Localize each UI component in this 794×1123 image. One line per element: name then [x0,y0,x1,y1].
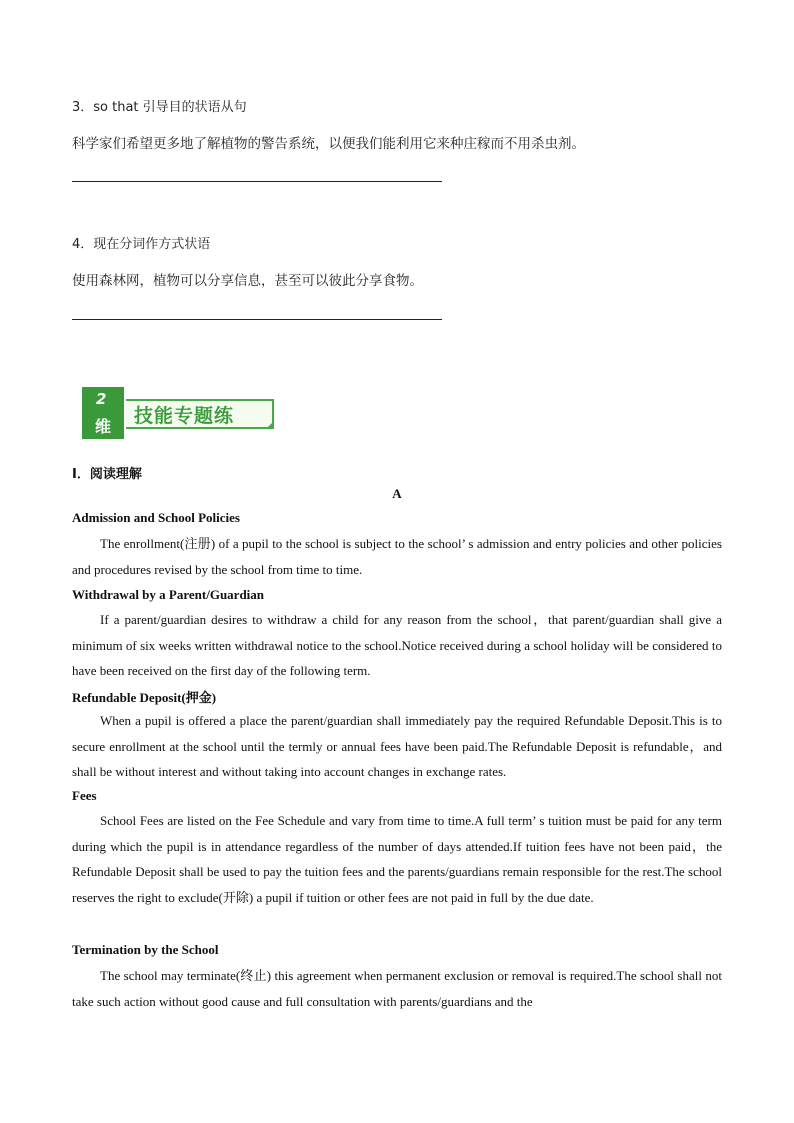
paragraph-fees: School Fees are listed on the Fee Schedule and vary from time to time.A full term’ s tuition must be paid for any term during which the pupil is in attendance regardless of the number of days attended.If tuition fees have not been paid，the Refundable Deposit shall be used to pay the tuition fees and the parents/guardians remain responsible for the rest.The school reserves the right to exclude(开除) a pupil if tuition or other fees are not paid in full by the due date. [72,813,722,905]
heading-termination: Termination by the School [72,942,219,957]
badge-char: 维 [95,417,112,436]
heading-admission: Admission and School Policies [72,510,240,525]
exercise-4-title: 4．现在分词作方式状语 [72,237,211,252]
section-badge [82,387,276,439]
paragraph-withdrawal: If a parent/guardian desires to withdraw a child for any reason from the school，that parent/guardian shall give a minimum of six weeks written withdrawal notice to the school.Notice received during a school holiday will be considered to have been received on the first day of the following term. [72,612,722,678]
badge-label: 技能专题练 [134,405,235,427]
exercise-4-answer-line [72,319,442,320]
passage-letter: A [392,486,402,501]
exercise-3-title: 3．so that 引导目的状语从句 [72,100,247,115]
section-title: I．阅读理解 [72,467,142,482]
heading-fees: Fees [72,788,97,803]
paragraph-deposit: When a pupil is offered a place the parent/guardian shall immediately pay the required Refundable Deposit.This is to secure enrollment at the school until the termly or annual fees have been paid.The Refundable Deposit is refundable，and shall be without interest and without taking into account changes in exchange rates. [72,713,722,779]
paragraph-termination: The school may terminate(终止) this agreement when permanent exclusion or removal is required.The school shall not take such action without good cause and full consultation with parents/guardians and the [72,968,722,1009]
badge-number-block [82,387,124,439]
exercise-4-prompt: 使用森林网，植物可以分享信息，甚至可以彼此分享食物。 [72,273,423,289]
paragraph-admission: The enrollment(注册) of a pupil to the school is subject to the school’ s admission and entry policies and other policies and procedures revised by the school from time to time. [72,536,722,577]
badge-label-box [126,399,274,429]
badge-number: 2 [96,390,107,408]
badge-corner-decoration [266,421,274,429]
exercise-3-prompt: 科学家们希望更多地了解植物的警告系统，以便我们能利用它来种庄稼而不用杀虫剂。 [72,136,585,152]
heading-withdrawal: Withdrawal by a Parent/Guardian [72,587,265,602]
heading-deposit: Refundable Deposit(押金) [72,690,217,705]
exercise-3-answer-line [72,181,442,182]
